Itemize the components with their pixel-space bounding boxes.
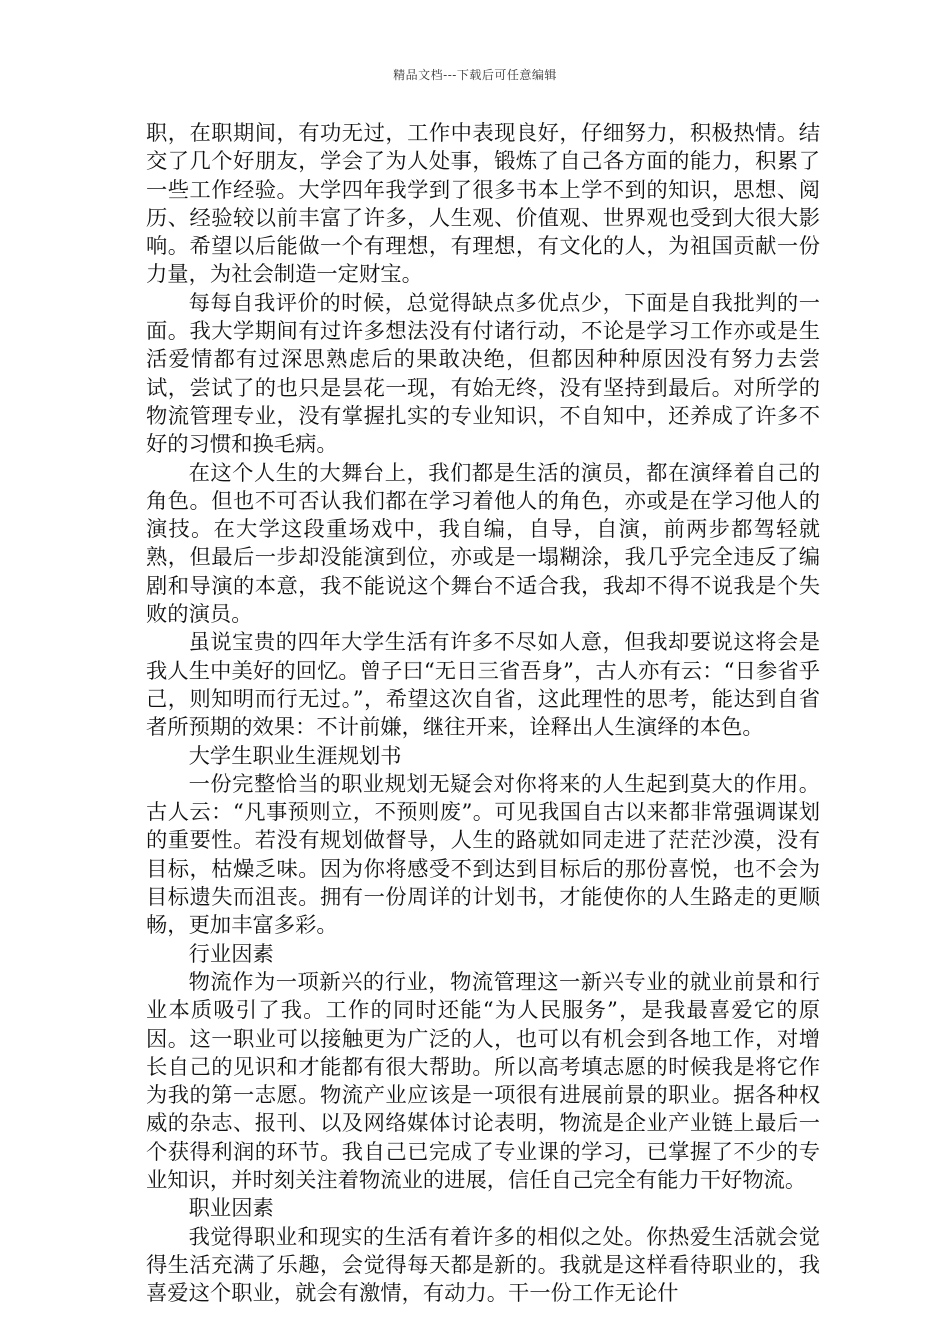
paragraph-2: 每每自我评价的时候，总觉得缺点多优点少，下面是自我批判的一面。我大学期间有过许多想法没有付诸行动，不论是学习工作亦或是生活爱情都有过深思熟虑后的果敢决绝，但都因种种原因没有努力去尝试，尝试了的也只是昙花一现，有始无终，没有坚持到最后。对所学的物流管理专业，没有掌握扎实的专业知识，不自知中，还养成了许多不好的习惯和换毛病。 bbox=[146, 290, 820, 458]
paragraph-5: 一份完整恰当的职业规划无疑会对你将来的人生起到莫大的作用。古人云：“凡事预则立，不预则废”。可见我国自古以来都非常强调谋划的重要性。若没有规划做督导，人生的路就如同走进了茫茫沙漠，没有目标，枯燥乏味。因为你将感受不到达到目标后的那份喜悦，也不会为目标遗失而沮丧。拥有一份周详的计划书，才能使你的人生路走的更顺畅，更加丰富多彩。 bbox=[146, 771, 820, 939]
section-heading-career-plan: 大学生职业生涯规划书 bbox=[188, 743, 402, 769]
paragraph-4: 虽说宝贵的四年大学生活有许多不尽如人意，但我却要说这将会是我人生中美好的回忆。曾子曰“无日三省吾身”，古人亦有云：“日参省乎己，则知明而行无过。”，希望这次自省，这此理性的思考，能达到自省者所预期的效果：不计前嫌，继往开来，诠释出人生演绎的本色。 bbox=[146, 630, 820, 741]
paragraph-1: 职，在职期间，有功无过，工作中表现良好，仔细努力，积极热情。结交了几个好朋友，学会了为人处事，锻炼了自己各方面的能力，积累了一些工作经验。大学四年我学到了很多书本上学不到的知识，思想、阅历、经验较以前丰富了许多，人生观、价值观、世界观也受到大很大影响。希望以后能做一个有理想，有理想，有文化的人，为祖国贡献一份力量，为社会制造一定财宝。 bbox=[146, 121, 820, 288]
document-body bbox=[146, 120, 820, 1308]
paragraph-6: 物流作为一项新兴的行业，物流管理这一新兴专业的就业前景和行业本质吸引了我。工作的同时还能“为人民服务”，是我最喜爱它的原因。这一职业可以接触更为广泛的人，也可以有机会到各地工作，对增长自己的见识和才能都有很大帮助。所以高考填志愿的时候我是将它作为我的第一志愿。物流产业应该是一项很有进展前景的职业。据各种权威的杂志、报刊、以及网络媒体讨论表明，物流是企业产业链上最后一个获得利润的环节。我自己已完成了专业课的学习，已掌握了不少的专业知识，并时刻关注着物流业的进展，信任自己完全有能力干好物流。 bbox=[146, 969, 820, 1193]
page-header: 精品文档---下载后可任意编辑 bbox=[393, 68, 557, 82]
section-heading-industry-factors: 行业因素 bbox=[188, 941, 274, 967]
section-heading-career-factors: 职业因素 bbox=[188, 1196, 274, 1222]
paragraph-3: 在这个人生的大舞台上，我们都是生活的演员，都在演绎着自己的角色。但也不可否认我们都在学习着他人的角色，亦或是在学习他人的演技。在大学这段重场戏中，我自编，自导，自演，前两步都驾轻就熟，但最后一步却没能演到位，亦或是一塌糊涂，我几乎完全违反了编剧和导演的本意，我不能说这个舞台不适合我，我却不得不说我是个失败的演员。 bbox=[146, 460, 820, 628]
paragraph-7: 我觉得职业和现实的生活有着许多的相似之处。你热爱生活就会觉得生活充满了乐趣，会觉得每天都是新的。我就是这样看待职业的，我喜爱这个职业，就会有激情，有动力。干一份工作无论什 bbox=[146, 1224, 820, 1307]
